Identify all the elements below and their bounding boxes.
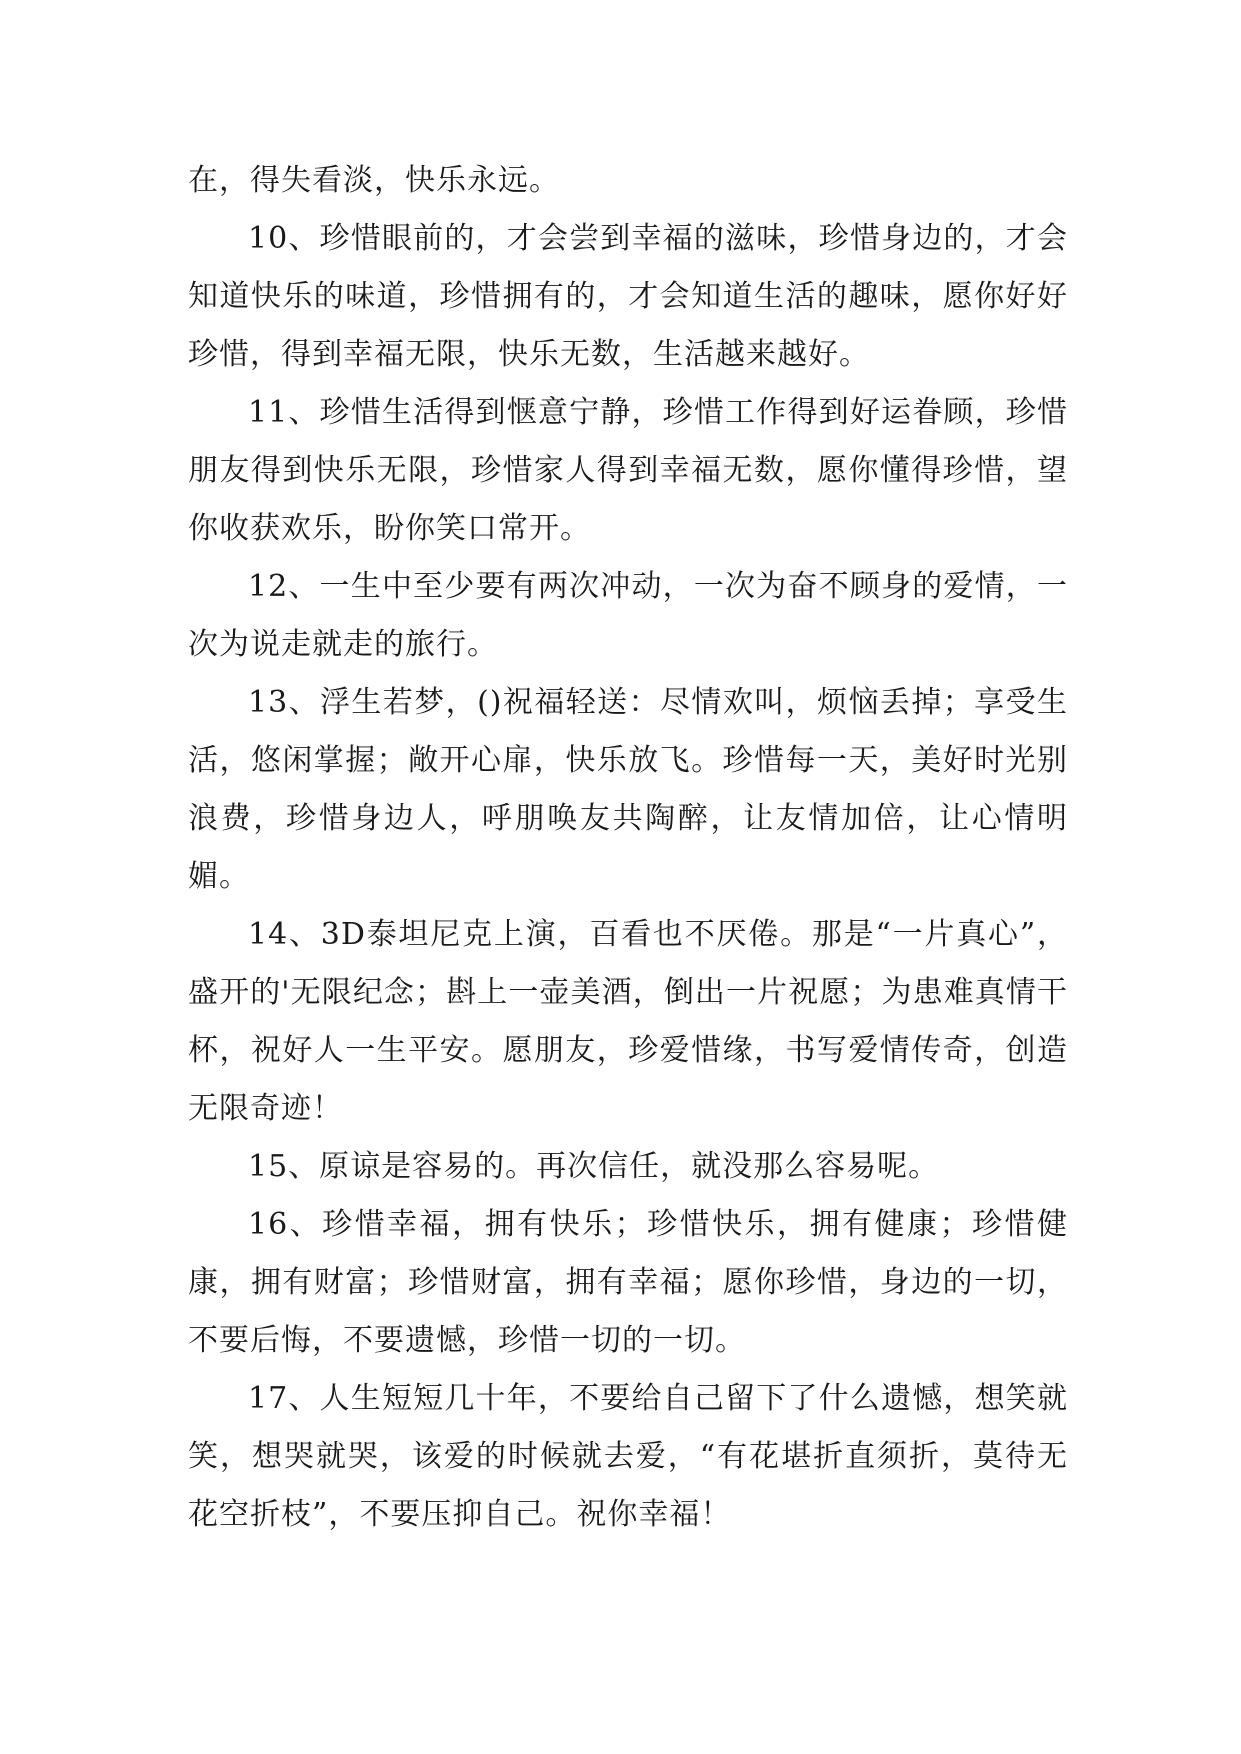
- paragraph-15: 15、原谅是容易的。再次信任，就没那么容易呢。: [248, 1149, 940, 1184]
- paragraph-14: 14、3D泰坦尼克上演，百看也不厌倦。那是“一片真心”，盛开的'无限纪念；斟上一壶美酒，倒出一片祝愿；为患难真情干杯，祝好人一生平安。愿朋友，珍爱惜缘，书写爱情传奇，创造无限奇迹！: [188, 917, 1068, 1126]
- paragraph-12: 12、一生中至少要有两次冲动，一次为奋不顾身的爱情，一次为说走就走的旅行。: [188, 569, 1068, 662]
- paragraph-13: 13、浮生若梦，()祝福轻送：尽情欢叫，烦恼丢掉；享受生活，悠闲掌握；敞开心扉，快乐放飞。珍惜每一天，美好时光别浪费，珍惜身边人，呼朋唤友共陶醉，让友情加倍，让心情明媚。: [188, 685, 1068, 894]
- paragraph-17: 17、人生短短几十年，不要给自己留下了什么遗憾，想笑就笑，想哭就哭，该爱的时候就去爱，“有花堪折直须折，莫待无花空折枝”，不要压抑自己。祝你幸福！: [188, 1381, 1068, 1532]
- paragraph-16: 16、珍惜幸福，拥有快乐；珍惜快乐，拥有健康；珍惜健康，拥有财富；珍惜财富，拥有幸福；愿你珍惜，身边的一切，不要后悔，不要遗憾，珍惜一切的一切。: [188, 1207, 1068, 1358]
- paragraph-11: 11、珍惜生活得到惬意宁静，珍惜工作得到好运眷顾，珍惜朋友得到快乐无限，珍惜家人得到幸福无数，愿你懂得珍惜，望你收获欢乐，盼你笑口常开。: [188, 395, 1068, 546]
- paragraph-10: 10、珍惜眼前的，才会尝到幸福的滋味，珍惜身边的，才会知道快乐的味道，珍惜拥有的，才会知道生活的趣味，愿你好好珍惜，得到幸福无限，快乐无数，生活越来越好。: [188, 221, 1068, 372]
- paragraph-continuation: 在，得失看淡，快乐永远。: [188, 163, 560, 198]
- document-body: [188, 152, 1068, 1544]
